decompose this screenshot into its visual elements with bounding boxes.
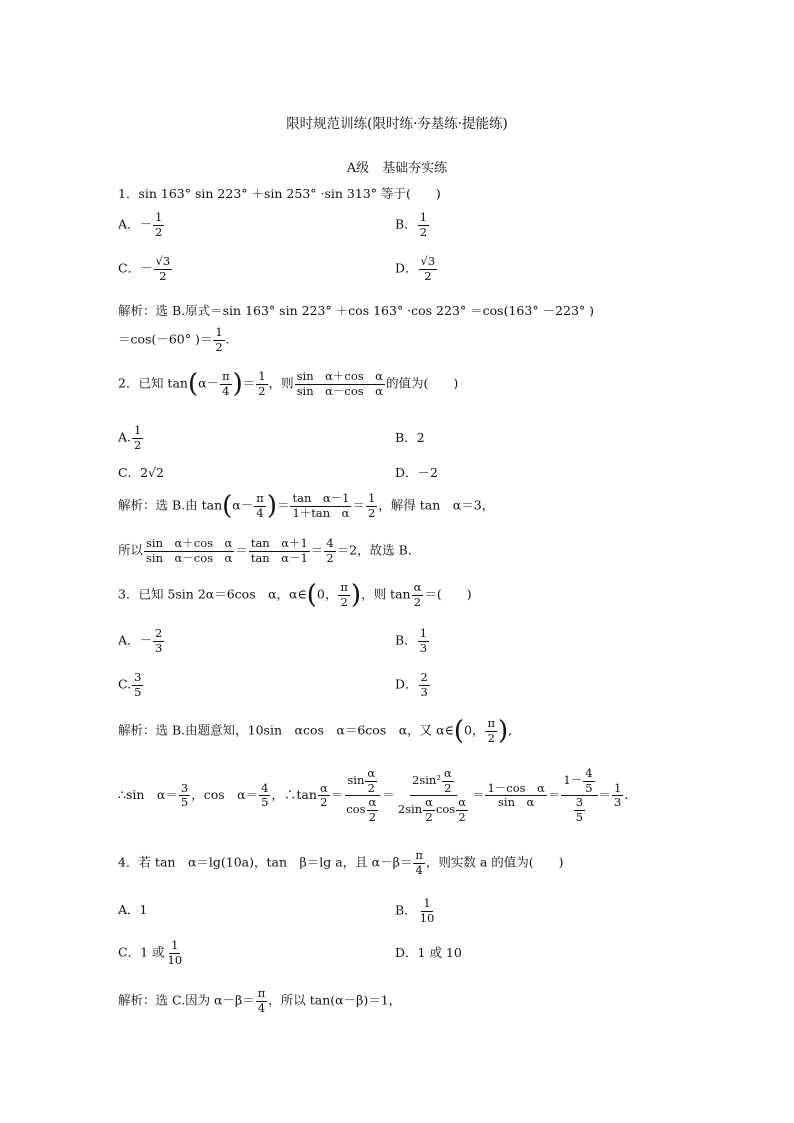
q4-solution-line1: 解析：选 C.因为 α－β＝ $\frac{\pi}{4}$ ，所以 tan(α－β)＝1， xyxy=(118,986,402,1015)
q1-option-c: C．－ $\frac{√3}{2}$ xyxy=(118,254,171,283)
q1-option-a: A．－ $\frac{1}{2}$ xyxy=(118,210,163,239)
q3-solution-line2: ∴sin α＝ $\frac{3}{5}$ ，cos α＝ $\frac{4}{5}$ ，∴tan $\frac{\alpha}{2}$ ＝ sin $\frac{\alpha}{2}$ cos $\frac{\alpha}{2}$ ＝ 2sin² $\frac{\alpha}{2}$ 2sin $\frac{\alpha}{2}$ cos $\frac{\alpha}{2}$ ＝ $\frac{\text{1－cos α}}{\text{sin α}}$ ＝ 1－ $\frac{4}{5}$ $\frac{3}{5}$ ＝ $\frac{1}{3}$ . xyxy=(118,766,629,824)
q2-option-a: A. $\frac{1}{2}$ xyxy=(118,423,142,452)
q2-solution-line1: 解析：选 B.由 tan(α－ $\frac{\pi}{4}$ )＝ $\frac{\text{tan α－1}}{\text{1＋tan α}}$ ＝ $\frac{1}{2}$ ，解得 tan α＝3， xyxy=(118,491,495,521)
section-heading: A级 基础夯实练 xyxy=(346,161,448,176)
q2-solution-line2: 所以 $\frac{\text{sin α＋cos α}}{\text{sin α－cos α}}$ ＝ $\frac{\text{tan α＋1}}{\text{tan α－1}}$ ＝ $\frac{4}{2}$ ＝2，故选 B. xyxy=(118,536,412,565)
q4-option-d: D．1 或 10 xyxy=(395,945,462,960)
q1-option-d: D． $\frac{√3}{2}$ xyxy=(395,254,436,283)
q1-option-b: B． $\frac{1}{2}$ xyxy=(395,210,428,239)
q4-option-a: A．1 xyxy=(118,902,148,917)
question-3-stem: 3．已知 5sin 2α＝6cos α，α∈(0， $\frac{\pi}{2}$ )，则 tan $\frac{\alpha}{2}$ ＝( ) xyxy=(118,580,472,610)
q3-option-d: D． $\frac{2}{3}$ xyxy=(395,670,428,699)
q4-option-b: B． $\frac{1}{10}$ xyxy=(395,896,435,925)
q1-solution-line2: ＝cos(－60° )＝ $\frac{1}{2}$ . xyxy=(118,325,230,354)
q3-option-c: C. $\frac{3}{5}$ xyxy=(118,670,142,699)
q2-option-d: D．－2 xyxy=(395,465,438,480)
q1-solution-line1: 解析：选 B.原式＝sin 163° sin 223° ＋cos 163° ·cos 223° ＝cos(163° －223° ) xyxy=(118,303,594,318)
page-title: 限时规范训练(限时练·夯基练·提能练) xyxy=(286,116,508,132)
q4-option-c: C．1 或 $\frac{1}{10}$ xyxy=(118,938,183,967)
question-1-stem: 1．sin 163° sin 223° ＋sin 253° ·sin 313° 等于( ) xyxy=(118,186,441,201)
q2-option-b: B．2 xyxy=(395,430,425,445)
q3-option-a: A．－ $\frac{2}{3}$ xyxy=(118,626,163,655)
question-2-stem: 2．已知 tan(α－ $\frac{\pi}{4}$ )＝ $\frac{1}{2}$ ，则 $\frac{\text{sin α＋cos α}}{\text{sin α－cos α}}$ 的值为( ) xyxy=(118,369,459,399)
q3-solution-line1: 解析：选 B.由题意知，10sin αcos α＝6cos α，又 α∈(0， $\frac{\pi}{2}$ ), xyxy=(118,716,513,746)
question-4-stem: 4．若 tan α＝lg(10a)，tan β＝lg a，且 α－β＝ $\frac{\pi}{4}$ ，则实数 a 的值为( ) xyxy=(118,848,564,877)
q3-option-b: B． $\frac{1}{3}$ xyxy=(395,626,428,655)
q2-option-c: C．2√2 xyxy=(118,465,164,480)
